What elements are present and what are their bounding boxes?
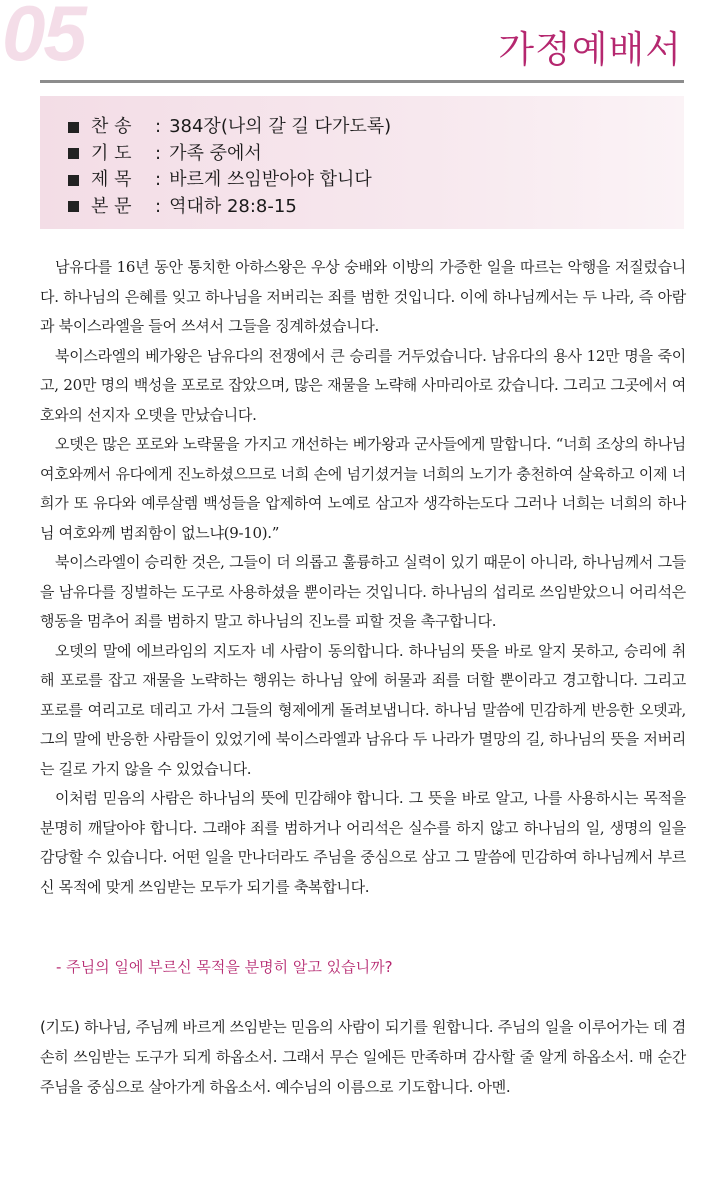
info-key: 찬 송 — [91, 116, 132, 137]
info-value: 역대하 28:8-15 — [169, 195, 297, 217]
info-colon: : — [155, 116, 162, 137]
page-number: 05 — [2, 0, 85, 77]
info-key: 기 도 — [91, 142, 132, 164]
square-bullet-icon — [68, 122, 79, 133]
info-row-subject — [68, 167, 684, 194]
info-key: 제 목 — [91, 169, 132, 190]
square-bullet-icon — [68, 148, 79, 159]
page-title: 가정예배서 — [498, 28, 682, 71]
worship-info-list — [40, 96, 684, 220]
info-colon: : — [155, 195, 162, 217]
info-key: 본 문 — [91, 195, 132, 217]
info-colon: : — [155, 169, 162, 190]
closing-prayer — [40, 1012, 686, 1102]
square-bullet-icon — [68, 201, 79, 212]
prayer-text: 하나님, 주님께 바르게 쓰임받는 믿음의 사람이 되기를 원합니다. 주님의 일을 이루어가는 데 겸손히 쓰임받는 도구가 되게 하옵소서. 그래서 무슨 일에든 만족하며 감사할 줄 알게 하옵소서. 매 순간 주님을 중심으로 살아가게 하옵소서. 예수님의 이름으로 기도합니다. 아멘. — [40, 1018, 686, 1096]
sermon-paragraph: 남유다를 16년 동안 통치한 아하스왕은 우상 숭배와 이방의 가증한 일을 따르는 악행을 저질렀습니다. 하나님의 은혜를 잊고 하나님을 저버리는 죄를 범한 것입니다. 이에 하나님께서는 두 나라, 즉 아람과 북이스라엘을 들어 쓰셔서 그들을 징계하셨습니다. — [40, 258, 686, 335]
info-colon: : — [155, 142, 162, 164]
square-bullet-icon — [68, 175, 79, 186]
info-row-hymn — [68, 114, 684, 141]
sermon-body — [40, 253, 686, 902]
info-value: 가족 중에서 — [169, 142, 262, 164]
info-row-prayer — [68, 141, 684, 168]
worship-info-box — [40, 96, 684, 229]
sermon-paragraph: 오뎃은 많은 포로와 노략물을 가지고 개선하는 베가왕과 군사들에게 말합니다. “너희 조상의 하나님 여호와께서 유다에게 진노하셨으므로 너희 손에 넘기셨거늘 너희의 노기가 충천하여 살육하고 이제 너희가 또 유다와 예루살렘 백성들을 압제하여 노예로 삼고자 생각하는도다 그러나 너희는 너희의 하나님 여호와께 범죄함이 없느냐(9-10).” — [40, 435, 686, 542]
info-value: 384장(나의 갈 길 다가도록) — [169, 116, 392, 137]
sermon-paragraph: 오뎃의 말에 에브라임의 지도자 네 사람이 동의합니다. 하나님의 뜻을 바로 알지 못하고, 승리에 취해 포로를 잡고 재물을 노략하는 행위는 하나님 앞에 허물과 죄를 더할 뿐이라고 경고합니다. 그리고 포로를 여리고로 데리고 가서 그들의 형제에게 돌려보냅니다. 하나님 말씀에 민감하게 반응한 오뎃과, 그의 말에 반응한 사람들이 있었기에 북이스라엘과 남유다 두 나라가 멸망의 길, 하나님의 뜻을 저버리는 길로 가지 않을 수 있었습니다. — [40, 641, 686, 778]
sermon-paragraph: 북이스라엘의 베가왕은 남유다의 전쟁에서 큰 승리를 거두었습니다. 남유다의 용사 12만 명을 죽이고, 20만 명의 백성을 포로로 잡았으며, 많은 재물을 노략해 사마리아로 갔습니다. 그리고 그곳에서 여호와의 선지자 오뎃을 만났습니다. — [40, 346, 686, 424]
title-divider — [40, 80, 684, 83]
sermon-paragraph: 북이스라엘이 승리한 것은, 그들이 더 의롭고 훌륭하고 실력이 있기 때문이 아니라, 하나님께서 그들을 남유다를 징벌하는 도구로 사용하셨을 뿐이라는 것입니다. 하나님의 섭리로 쓰임받았으니 어리석은 행동을 멈추어 죄를 범하지 말고 하나님의 진노를 피할 것을 촉구합니다. — [40, 553, 686, 630]
info-value: 바르게 쓰임받아야 합니다 — [169, 169, 372, 190]
prayer-label: (기도) — [40, 1018, 80, 1036]
sermon-paragraph: 이처럼 믿음의 사람은 하나님의 뜻에 민감해야 합니다. 그 뜻을 바로 알고, 나를 사용하시는 목적을 분명히 깨달아야 합니다. 그래야 죄를 범하거나 어리석은 실수를 하지 않고 하나님의 일, 생명의 일을 감당할 수 있습니다. 어떤 일을 만나더라도 주님을 중심으로 삼고 그 말씀에 민감하여 하나님께서 부르신 목적에 맞게 쓰임받는 모두가 되기를 축복합니다. — [40, 789, 686, 896]
reflection-question: - 주님의 일에 부르신 목적을 분명히 알고 있습니까? — [56, 958, 393, 976]
info-row-scripture — [68, 194, 684, 221]
